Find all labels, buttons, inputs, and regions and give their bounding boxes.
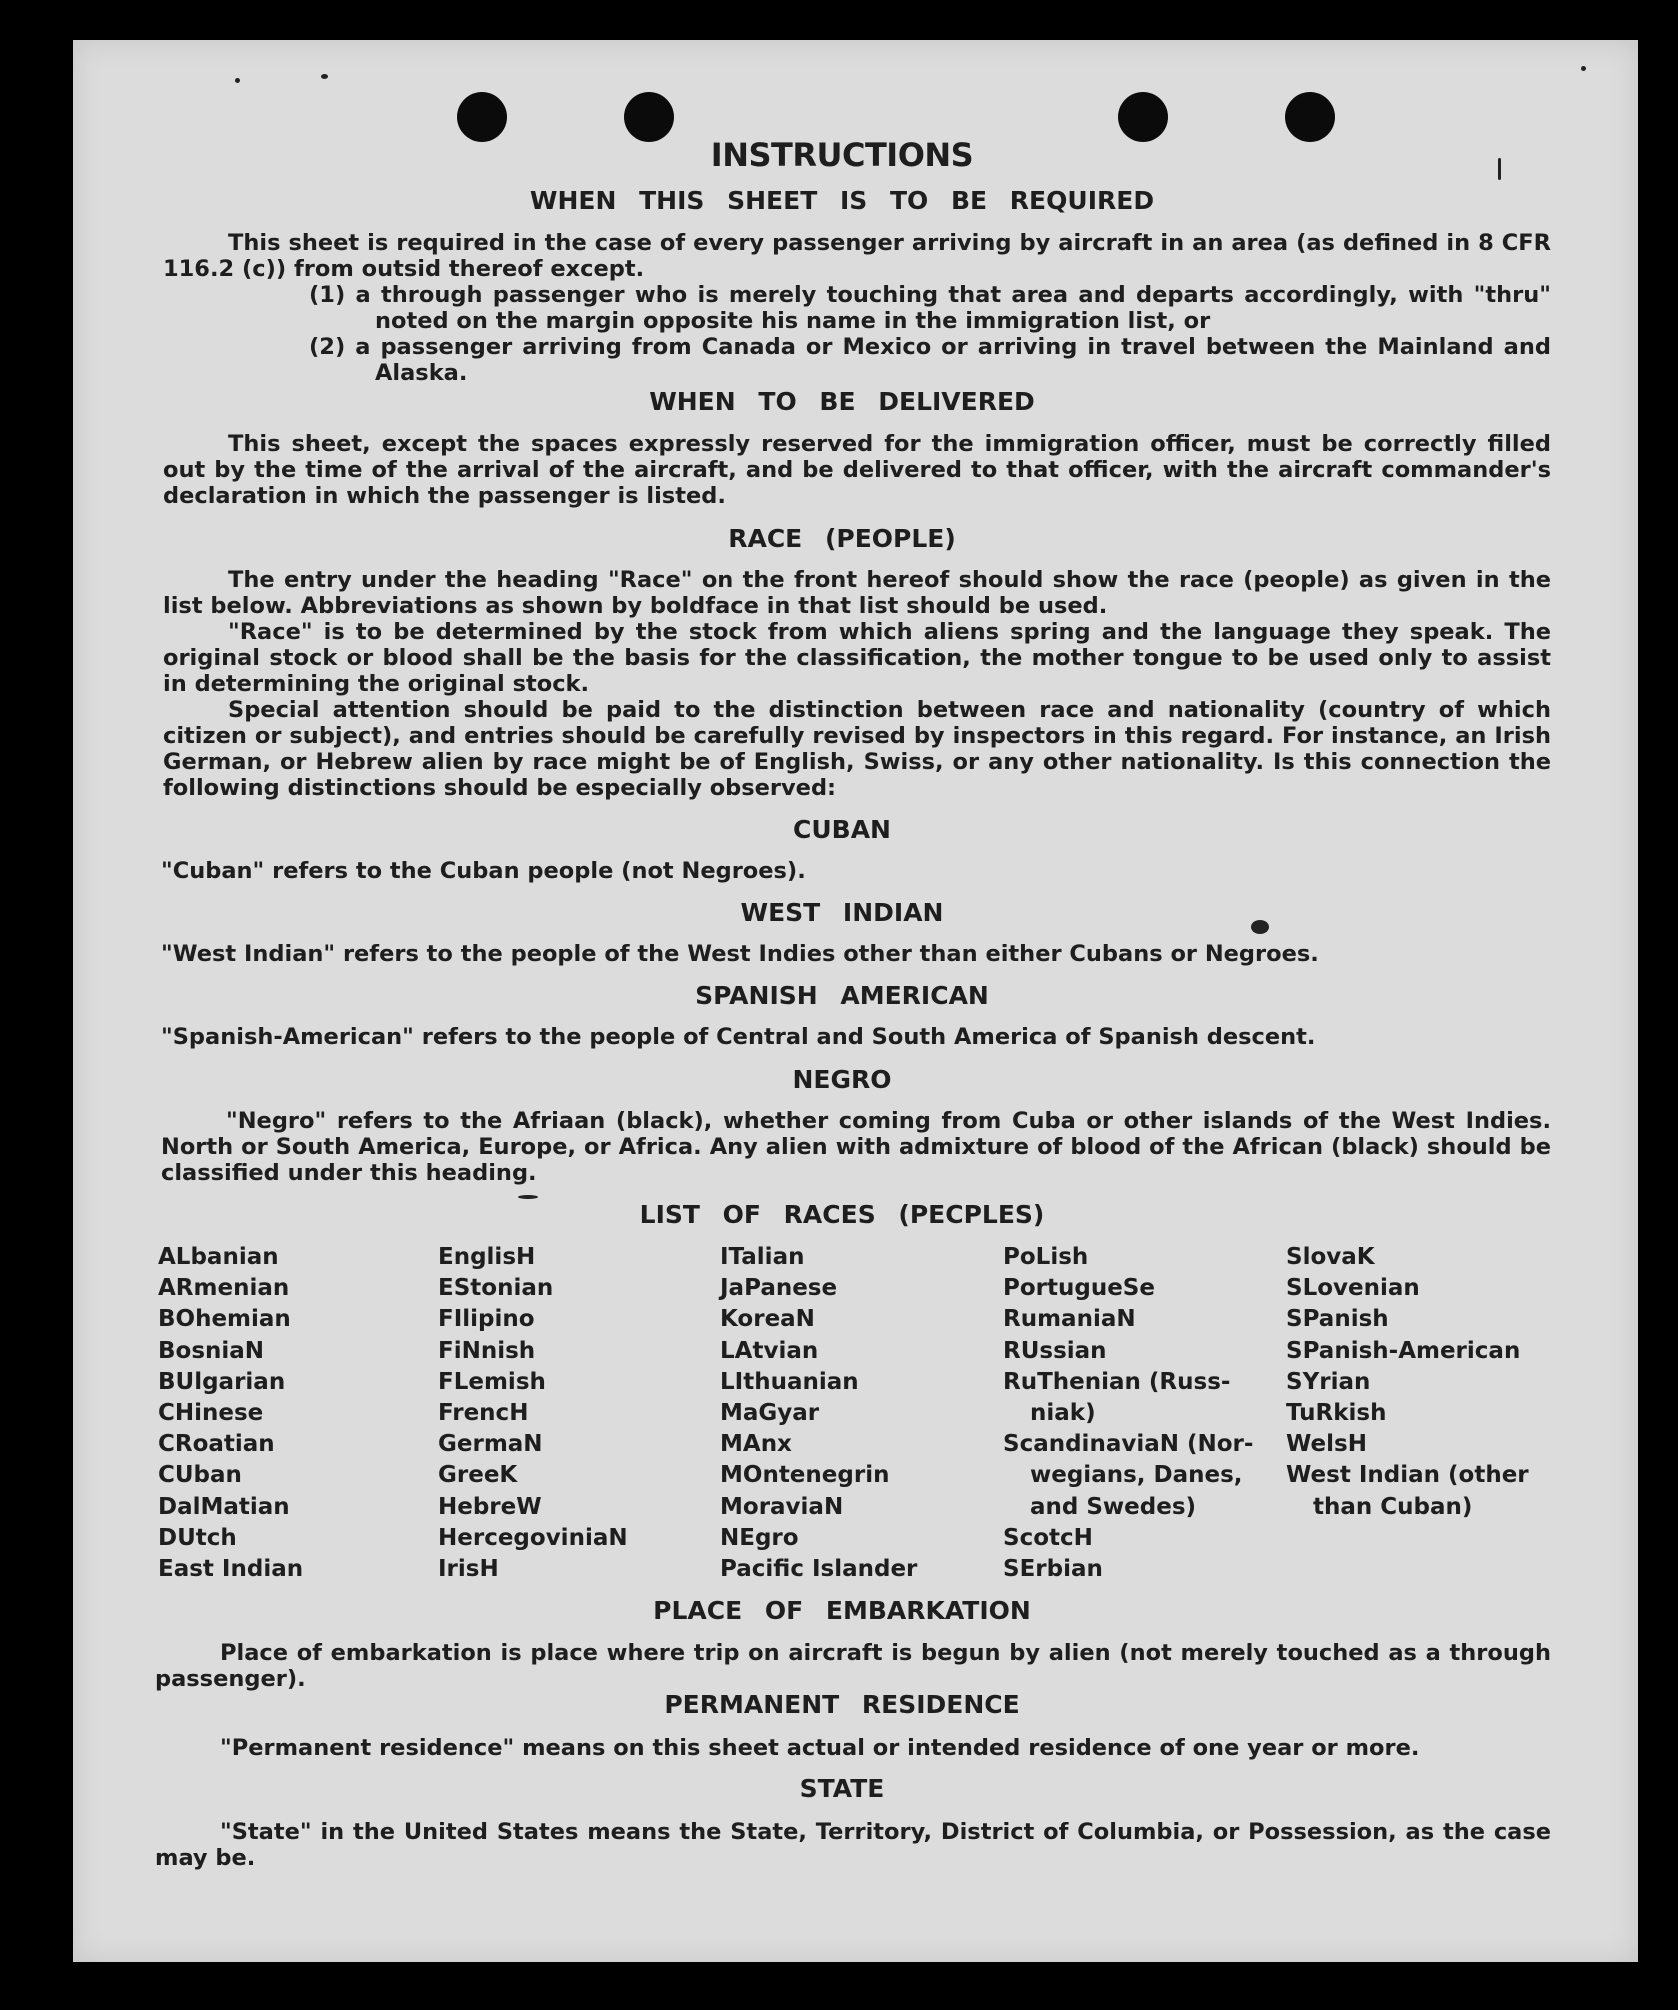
- race-entry: RuThenian (Russ-: [1003, 1368, 1231, 1395]
- race-column: [1286, 1242, 1529, 1523]
- section-heading: SPANISH AMERICAN: [695, 981, 989, 1010]
- section-body: [161, 858, 1551, 884]
- section-body: [163, 567, 1551, 801]
- race-entry: WelsH: [1286, 1431, 1367, 1458]
- race-entry: MoraviaN: [720, 1493, 844, 1520]
- race-entry: niak): [1030, 1400, 1096, 1427]
- scan-speck: [235, 78, 240, 83]
- race-entry: PortugueSe: [1003, 1275, 1155, 1302]
- section-body: [161, 1108, 1551, 1186]
- race-entry: SlovaK: [1286, 1244, 1375, 1270]
- race-entry: ScandinaviaN (Nor-: [1003, 1431, 1254, 1458]
- paragraph: "State" in the United States means the State, Territory, District of Columbia, or Possession, as the case may be.: [155, 1819, 1551, 1871]
- paragraph: Special attention should be paid to the distinction between race and nationality (country of which citizen or subject), and entries should be carefully revised by inspectors in this regard. For instance, an Irish German, or Hebrew alien by race might be of English, Swiss, or any other nationality. Is this connection the following distinctions should be especially observed:: [163, 697, 1551, 801]
- race-entry: FrencH: [438, 1400, 529, 1427]
- race-entry: Pacific Islander: [720, 1556, 918, 1583]
- race-entry: LAtvian: [720, 1337, 819, 1364]
- race-entry: SPanish-American: [1286, 1337, 1521, 1364]
- section-heading: PERMANENT RESIDENCE: [664, 1690, 1020, 1719]
- section-heading: RACE (PEOPLE): [728, 524, 956, 553]
- paragraph: "Cuban" refers to the Cuban people (not Negroes).: [161, 858, 806, 884]
- race-entry: wegians, Danes,: [1030, 1462, 1243, 1489]
- section-body: [155, 1819, 1551, 1871]
- race-entry: CRoatian: [158, 1431, 275, 1458]
- scan-speck: [1581, 66, 1586, 71]
- race-entry: SYrian: [1286, 1368, 1371, 1395]
- section-body: [163, 431, 1551, 509]
- race-entry: East Indian: [158, 1556, 304, 1583]
- punch-hole: [457, 92, 507, 142]
- race-entry: CHinese: [158, 1400, 264, 1427]
- section-body: [155, 1735, 1551, 1761]
- race-entry: than Cuban): [1313, 1493, 1473, 1520]
- race-entry: EnglisH: [438, 1244, 536, 1270]
- section-heading: CUBAN: [793, 815, 891, 844]
- race-entry: SLovenian: [1286, 1275, 1420, 1302]
- race-entry: KoreaN: [720, 1306, 815, 1333]
- race-entry: NEgro: [720, 1524, 799, 1551]
- scan-speck: [321, 74, 328, 79]
- paragraph: Place of embarkation is place where trip on aircraft is begun by alien (not merely touched as a through passenger).: [155, 1640, 1551, 1692]
- race-entry: IrisH: [438, 1556, 499, 1583]
- paragraph: This sheet is required in the case of every passenger arriving by aircraft in an area (as defined in 8 CFR 116.2 (c)) from outsid thereof except.: [163, 230, 1551, 282]
- paragraph: The entry under the heading "Race" on the front hereof should show the race (people) as given in the list below. Abbreviations as shown by boldface in that list should be used.: [163, 567, 1551, 619]
- race-entry: DalMatian: [158, 1493, 290, 1520]
- paragraph: "Negro" refers to the Afriaan (black), whether coming from Cuba or other islands of the West Indies. North or South America, Europe, or Africa. Any alien with admixture of blood of the African (black) should be classified under this heading.: [161, 1108, 1551, 1186]
- punch-hole: [624, 92, 674, 142]
- paragraph: "West Indian" refers to the people of the West Indies other than either Cubans or Negroes.: [161, 941, 1319, 967]
- paragraph: This sheet, except the spaces expressly reserved for the immigration officer, must be correctly filled out by the time of the arrival of the aircraft, and be delivered to that officer, with the aircraft commander's declaration in which the passenger is listed.: [163, 431, 1551, 509]
- section-body: [161, 1024, 1551, 1050]
- section-body: [163, 230, 1551, 386]
- exception-item: (2) a passenger arriving from Canada or Mexico or arriving in travel between the Mainland and Alaska.: [309, 334, 1551, 386]
- race-entry: SErbian: [1003, 1556, 1103, 1583]
- race-entry: West Indian (other: [1286, 1462, 1529, 1489]
- race-entry: LIthuanian: [720, 1368, 859, 1395]
- section-heading: WHEN THIS SHEET IS TO BE REQUIRED: [529, 186, 1155, 215]
- race-entry: EStonian: [438, 1275, 554, 1302]
- race-entry: ScotcH: [1003, 1524, 1093, 1551]
- race-entry: HercegoviniaN: [438, 1524, 628, 1551]
- race-entry: TuRkish: [1286, 1400, 1387, 1427]
- section-heading: NEGRO: [792, 1065, 892, 1094]
- punch-hole: [1118, 92, 1168, 142]
- document-sheet: [73, 40, 1638, 1962]
- exception-item: (1) a through passenger who is merely touching that area and departs accordingly, with "thru" noted on the margin opposite his name in the immigration list, or: [309, 282, 1551, 334]
- race-entry: JaPanese: [720, 1275, 838, 1302]
- race-entry: BosniaN: [158, 1337, 265, 1364]
- race-column: [158, 1242, 303, 1585]
- race-entry: ARmenian: [158, 1275, 290, 1302]
- race-entry: RumaniaN: [1003, 1306, 1136, 1333]
- race-entry: FLemish: [438, 1368, 546, 1395]
- section-heading: WHEN TO BE DELIVERED: [649, 387, 1035, 416]
- race-entry: MOntenegrin: [720, 1462, 890, 1489]
- race-column: [720, 1242, 917, 1585]
- race-entry: BUlgarian: [158, 1368, 286, 1395]
- race-entry: HebreW: [438, 1493, 542, 1520]
- section-heading: LIST OF RACES (PECPLES): [639, 1200, 1045, 1229]
- section-heading: PLACE OF EMBARKATION: [653, 1596, 1031, 1625]
- punch-hole: [1285, 92, 1335, 142]
- section-body: [155, 1640, 1551, 1692]
- page-title: INSTRUCTIONS: [710, 136, 974, 174]
- race-entry: GreeK: [438, 1462, 518, 1489]
- race-entry: GermaN: [438, 1431, 543, 1458]
- race-column: [438, 1242, 628, 1585]
- race-entry: SPanish: [1286, 1306, 1389, 1333]
- race-column: [1003, 1242, 1253, 1585]
- race-entry: ALbanian: [158, 1244, 279, 1270]
- race-entry: RUssian: [1003, 1337, 1107, 1364]
- race-entry: CUban: [158, 1462, 242, 1489]
- race-entry: BOhemian: [158, 1306, 291, 1333]
- race-entry: MAnx: [720, 1431, 792, 1458]
- race-entry: PoLish: [1003, 1244, 1089, 1270]
- race-entry: FIlipino: [438, 1306, 535, 1333]
- race-entry: ITalian: [720, 1244, 805, 1270]
- paragraph: "Race" is to be determined by the stock from which aliens spring and the language they speak. The original stock or blood shall be the basis for the classification, the mother tongue to be used only to assist in determining the original stock.: [163, 619, 1551, 697]
- section-body: [161, 941, 1551, 967]
- race-entry: and Swedes): [1030, 1493, 1197, 1520]
- scan-speck: [518, 1195, 538, 1199]
- section-heading: STATE: [799, 1774, 885, 1803]
- race-entry: FiNnish: [438, 1337, 536, 1364]
- paragraph: "Permanent residence" means on this sheet actual or intended residence of one year or more.: [220, 1735, 1420, 1761]
- race-entry: DUtch: [158, 1524, 237, 1551]
- section-heading: WEST INDIAN: [740, 898, 944, 927]
- race-entry: MaGyar: [720, 1400, 820, 1427]
- paragraph: "Spanish-American" refers to the people of Central and South America of Spanish descent.: [161, 1024, 1316, 1050]
